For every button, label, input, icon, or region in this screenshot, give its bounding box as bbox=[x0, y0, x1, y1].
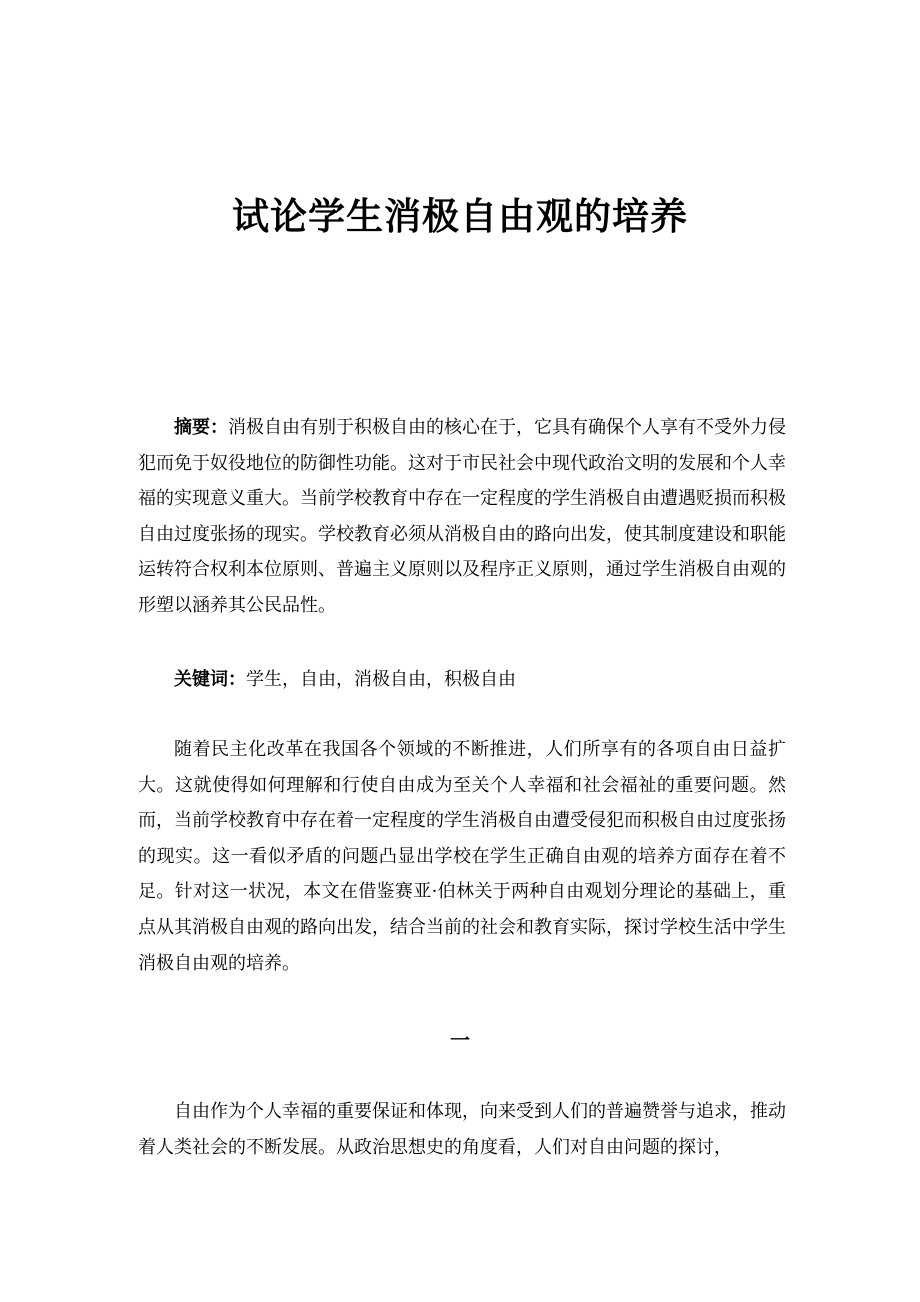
keywords-text: 学生，自由，消极自由，积极自由 bbox=[246, 669, 516, 690]
abstract-section bbox=[138, 410, 786, 624]
abstract-label: 摘要： bbox=[174, 417, 228, 438]
abstract-paragraph bbox=[138, 410, 786, 624]
section-body bbox=[138, 1094, 786, 1165]
section-heading: 一 bbox=[450, 1028, 470, 1052]
keywords-label: 关键词： bbox=[174, 669, 246, 690]
section-paragraph: 自由作为个人幸福的重要保证和体现，向来受到人们的普遍赞誉与追求，推动着人类社会的不断发展。从政治思想史的角度看，人们对自由问题的探讨， bbox=[138, 1101, 786, 1158]
intro-section bbox=[138, 732, 786, 981]
intro-paragraph: 随着民主化改革在我国各个领域的不断推进，人们所享有的各项自由日益扩大。这就使得如何理解和行使自由成为至关个人幸福和社会福祉的重要问题。然而，当前学校教育中存在着一定程度的学生消极自由遭受侵犯而积极自由过度张扬的现实。这一看似矛盾的问题凸显出学校在学生正确自由观的培养方面存在着不足。针对这一状况，本文在借鉴赛亚·伯林关于两种自由观划分理论的基础上，重点从其消极自由观的路向出发，结合当前的社会和教育实际，探讨学校生活中学生消极自由观的培养。 bbox=[138, 739, 786, 974]
abstract-text: 消极自由有别于积极自由的核心在于，它具有确保个人享有不受外力侵犯而免于奴役地位的防御性功能。这对于市民社会中现代政治文明的发展和个人幸福的实现意义重大。当前学校教育中存在一定程度的学生消极自由遭遇贬损而积极自由过度张扬的现实。学校教育必须从消极自由的路向出发，使其制度建设和职能运转符合权利本位原则、普遍主义原则以及程序正义原则，通过学生消极自由观的形塑以涵养其公民品性。 bbox=[138, 417, 786, 616]
keywords-section bbox=[138, 662, 786, 698]
document-title: 试论学生消极自由观的培养 bbox=[232, 194, 688, 238]
keywords-paragraph bbox=[138, 662, 786, 698]
